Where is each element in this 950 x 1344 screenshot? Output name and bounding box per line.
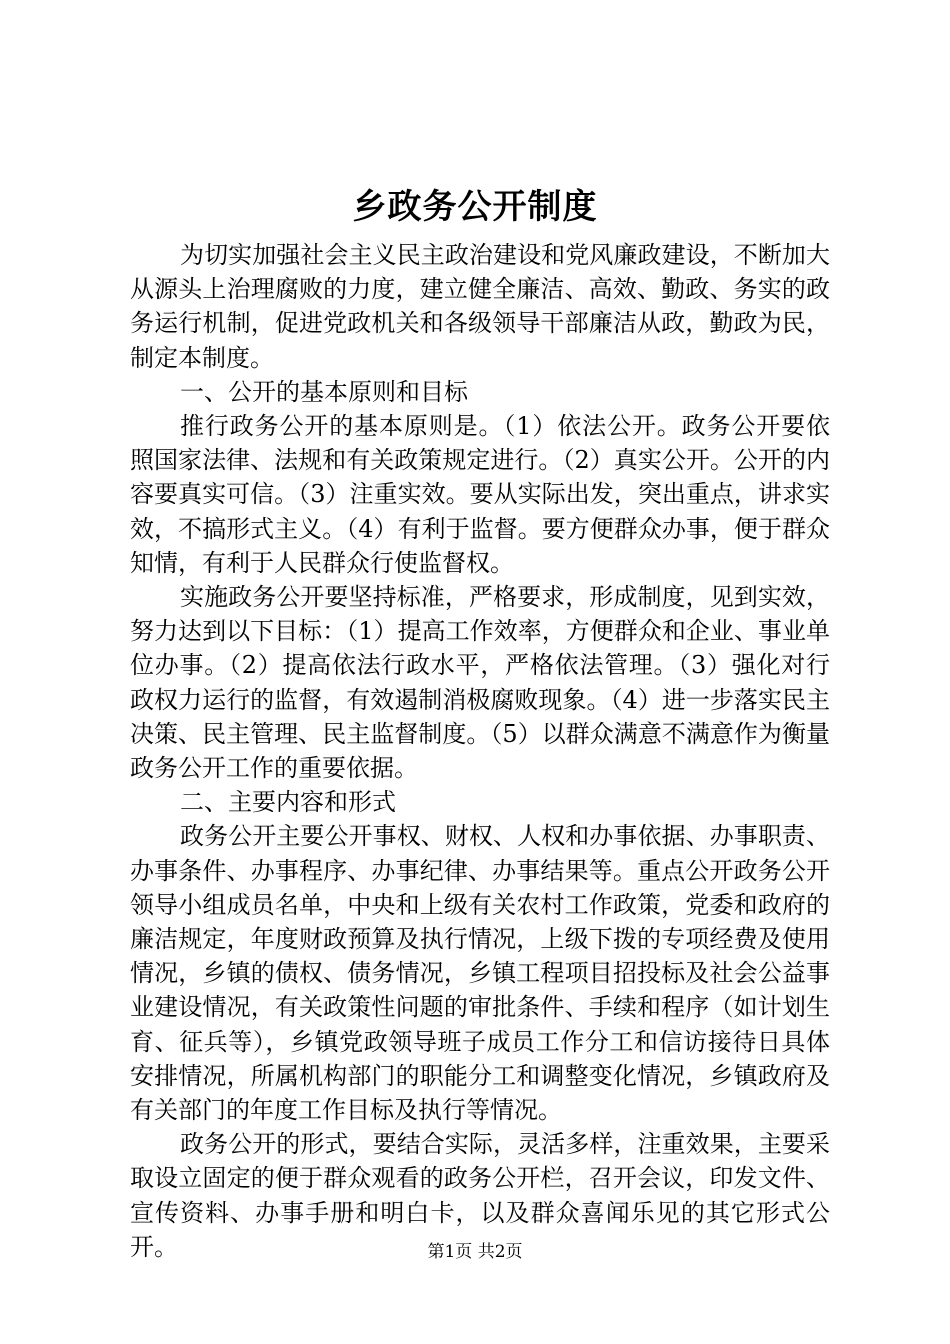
intro-paragraph: 为切实加强社会主义民主政治建设和党风廉政建设，不断加大从源头上治理腐败的力度，建立健全廉洁、高效、勤政、务实的政务运行机制，促进党政机关和各级领导干部廉洁从政，勤政为民，制定本制度。 bbox=[130, 241, 830, 372]
form-paragraph: 政务公开的形式，要结合实际，灵活多样，注重效果，主要采取设立固定的便于群众观看的政务公开栏，召开会议，印发文件、宣传资料、办事手册和明白卡，以及群众喜闻乐见的其它形式公开。 bbox=[130, 1130, 830, 1261]
page-footer: 第1页 共2页 bbox=[427, 1242, 523, 1262]
document-body bbox=[130, 238, 830, 1264]
section-heading-content: 二、主要内容和形式 bbox=[180, 788, 396, 817]
content-paragraph: 政务公开主要公开事权、财权、人权和办事依据、办事职责、办事条件、办事程序、办事纪律、办事结果等。重点公开政务公开领导小组成员名单，中央和上级有关农村工作政策，党委和政府的廉洁规定，年度财政预算及执行情况，上级下拨的专项经费及使用情况，乡镇的债权、债务情况，乡镇工程项目招投标及社会公益事业建设情况，有关政策性问题的审批条件、手续和程序（如计划生育、征兵等），乡镇党政领导班子成员工作分工和信访接待日具体安排情况，所属机构部门的职能分工和调整变化情况，乡镇政府及有关部门的年度工作目标及执行等情况。 bbox=[130, 822, 830, 1125]
principles-paragraph: 推行政务公开的基本原则是。（1）依法公开。政务公开要依照国家法律、法规和有关政策规定进行。（2）真实公开。公开的内容要真实可信。（3）注重实效。要从实际出发，突出重点，讲求实效，不搞形式主义。（4）有利于监督。要方便群众办事，便于群众知情，有利于人民群众行使监督权。 bbox=[130, 412, 830, 577]
document-title: 乡政务公开制度 bbox=[352, 187, 598, 227]
section-heading-principles: 一、公开的基本原则和目标 bbox=[180, 377, 468, 406]
goals-paragraph: 实施政务公开要坚持标准，严格要求，形成制度，见到实效，努力达到以下目标：（1）提高工作效率，方便群众和企业、事业单位办事。（2）提高依法行政水平，严格依法管理。（3）强化对行政权力运行的监督，有效遏制消极腐败现象。（4）进一步落实民主决策、民主管理、民主监督制度。（5）以群众满意不满意作为衡量政务公开工作的重要依据。 bbox=[130, 583, 830, 783]
